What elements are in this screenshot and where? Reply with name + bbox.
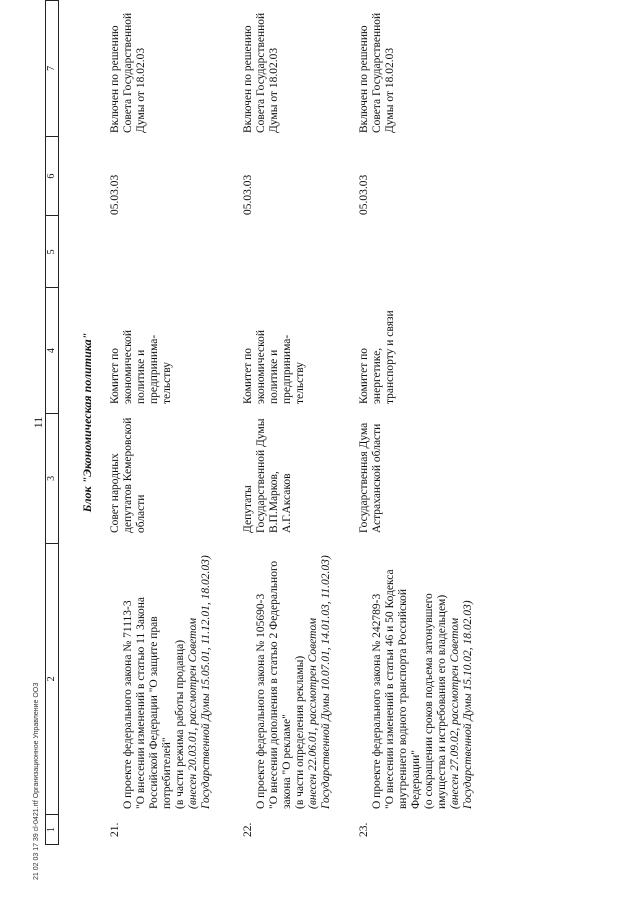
bill-title-text: О проекте федерального закона № 71113-3 "О внесении изменений в статью 11 Закона Российской Федерации "О защите прав потребителей" (в части режима работы продавца) (122, 597, 186, 809)
note: Включен по решению Совета Государственной Думы от 18.02.03 (358, 12, 396, 133)
initiator: Депутаты Государственной Думы В.П.Марков, А.Г.Аксаков (242, 418, 293, 533)
bill-history: (внесен 27.09.02, рассмотрен Советом Государственной Думы 15.10.02, 18.02.03) (449, 600, 474, 809)
column-header-3: 3 (46, 413, 58, 543)
bill-title (109, 551, 213, 809)
bill-history: (внесен 20.03.01, рассмотрен Советом Государственной Думы 15.05.01, 11.12.01, 18.02.03) (187, 555, 212, 809)
column-header-7: 7 (46, 65, 57, 71)
row-number: 22. (242, 822, 254, 837)
note: Включен по решению Совета Государственной Думы от 18.02.03 (242, 12, 280, 133)
column-header-4: 4 (46, 287, 58, 413)
date: 05.03.03 (358, 174, 370, 215)
committee: Комитет по экономической политике и предпринима-тельству (242, 330, 306, 404)
row-number: 21. (109, 822, 121, 837)
footer-text: 21 02 03 17 39 cl-0421.rtf Организационное Управление ООЗ (33, 682, 40, 880)
bill-history: (внесен 22.06.01, рассмотрен Советом Государственной Думы 10.07.01, 14.01.03, 11.02.03) (307, 555, 332, 809)
bill-title-text: О проекте федерального закона № 242789-3 "О внесении изменений в статьи 46 и 50 Кодекса внутреннего водного транспорта Российской Федерации" (о сокращении сроков подъема затонувшего имущества и истребования его владельцем) (371, 569, 448, 809)
column-header-1: 1 (46, 814, 58, 844)
table-header (45, 0, 59, 845)
column-header-2: 2 (46, 543, 58, 814)
section-title: Блок "Экономическая политика" (80, 332, 94, 513)
initiator: Совет народных депутатов Кемеровской области (109, 417, 147, 533)
row-number: 23. (358, 822, 370, 837)
document-page (25, 0, 475, 845)
initiator: Государственная Дума Астраханской области (358, 422, 383, 533)
committee: Комитет по энергетике, транспорту и связи (358, 310, 396, 404)
column-header-5: 5 (46, 215, 58, 287)
committee: Комитет по экономической политике и предпринима-тельству (109, 330, 173, 404)
date: 05.03.03 (242, 174, 254, 215)
bill-title (242, 551, 333, 809)
bill-title-text: О проекте федерального закона № 105690-3 "О внесении дополнения в статью 2 Федерального закона "О рекламе" (в части определения рекламы) (255, 560, 306, 809)
page-number: 11 (31, 416, 45, 429)
column-header-6: 6 (46, 136, 58, 216)
bill-title (358, 551, 475, 809)
date: 05.03.03 (109, 174, 121, 215)
note: Включен по решению Совета Государственной Думы от 18.02.03 (109, 12, 147, 133)
